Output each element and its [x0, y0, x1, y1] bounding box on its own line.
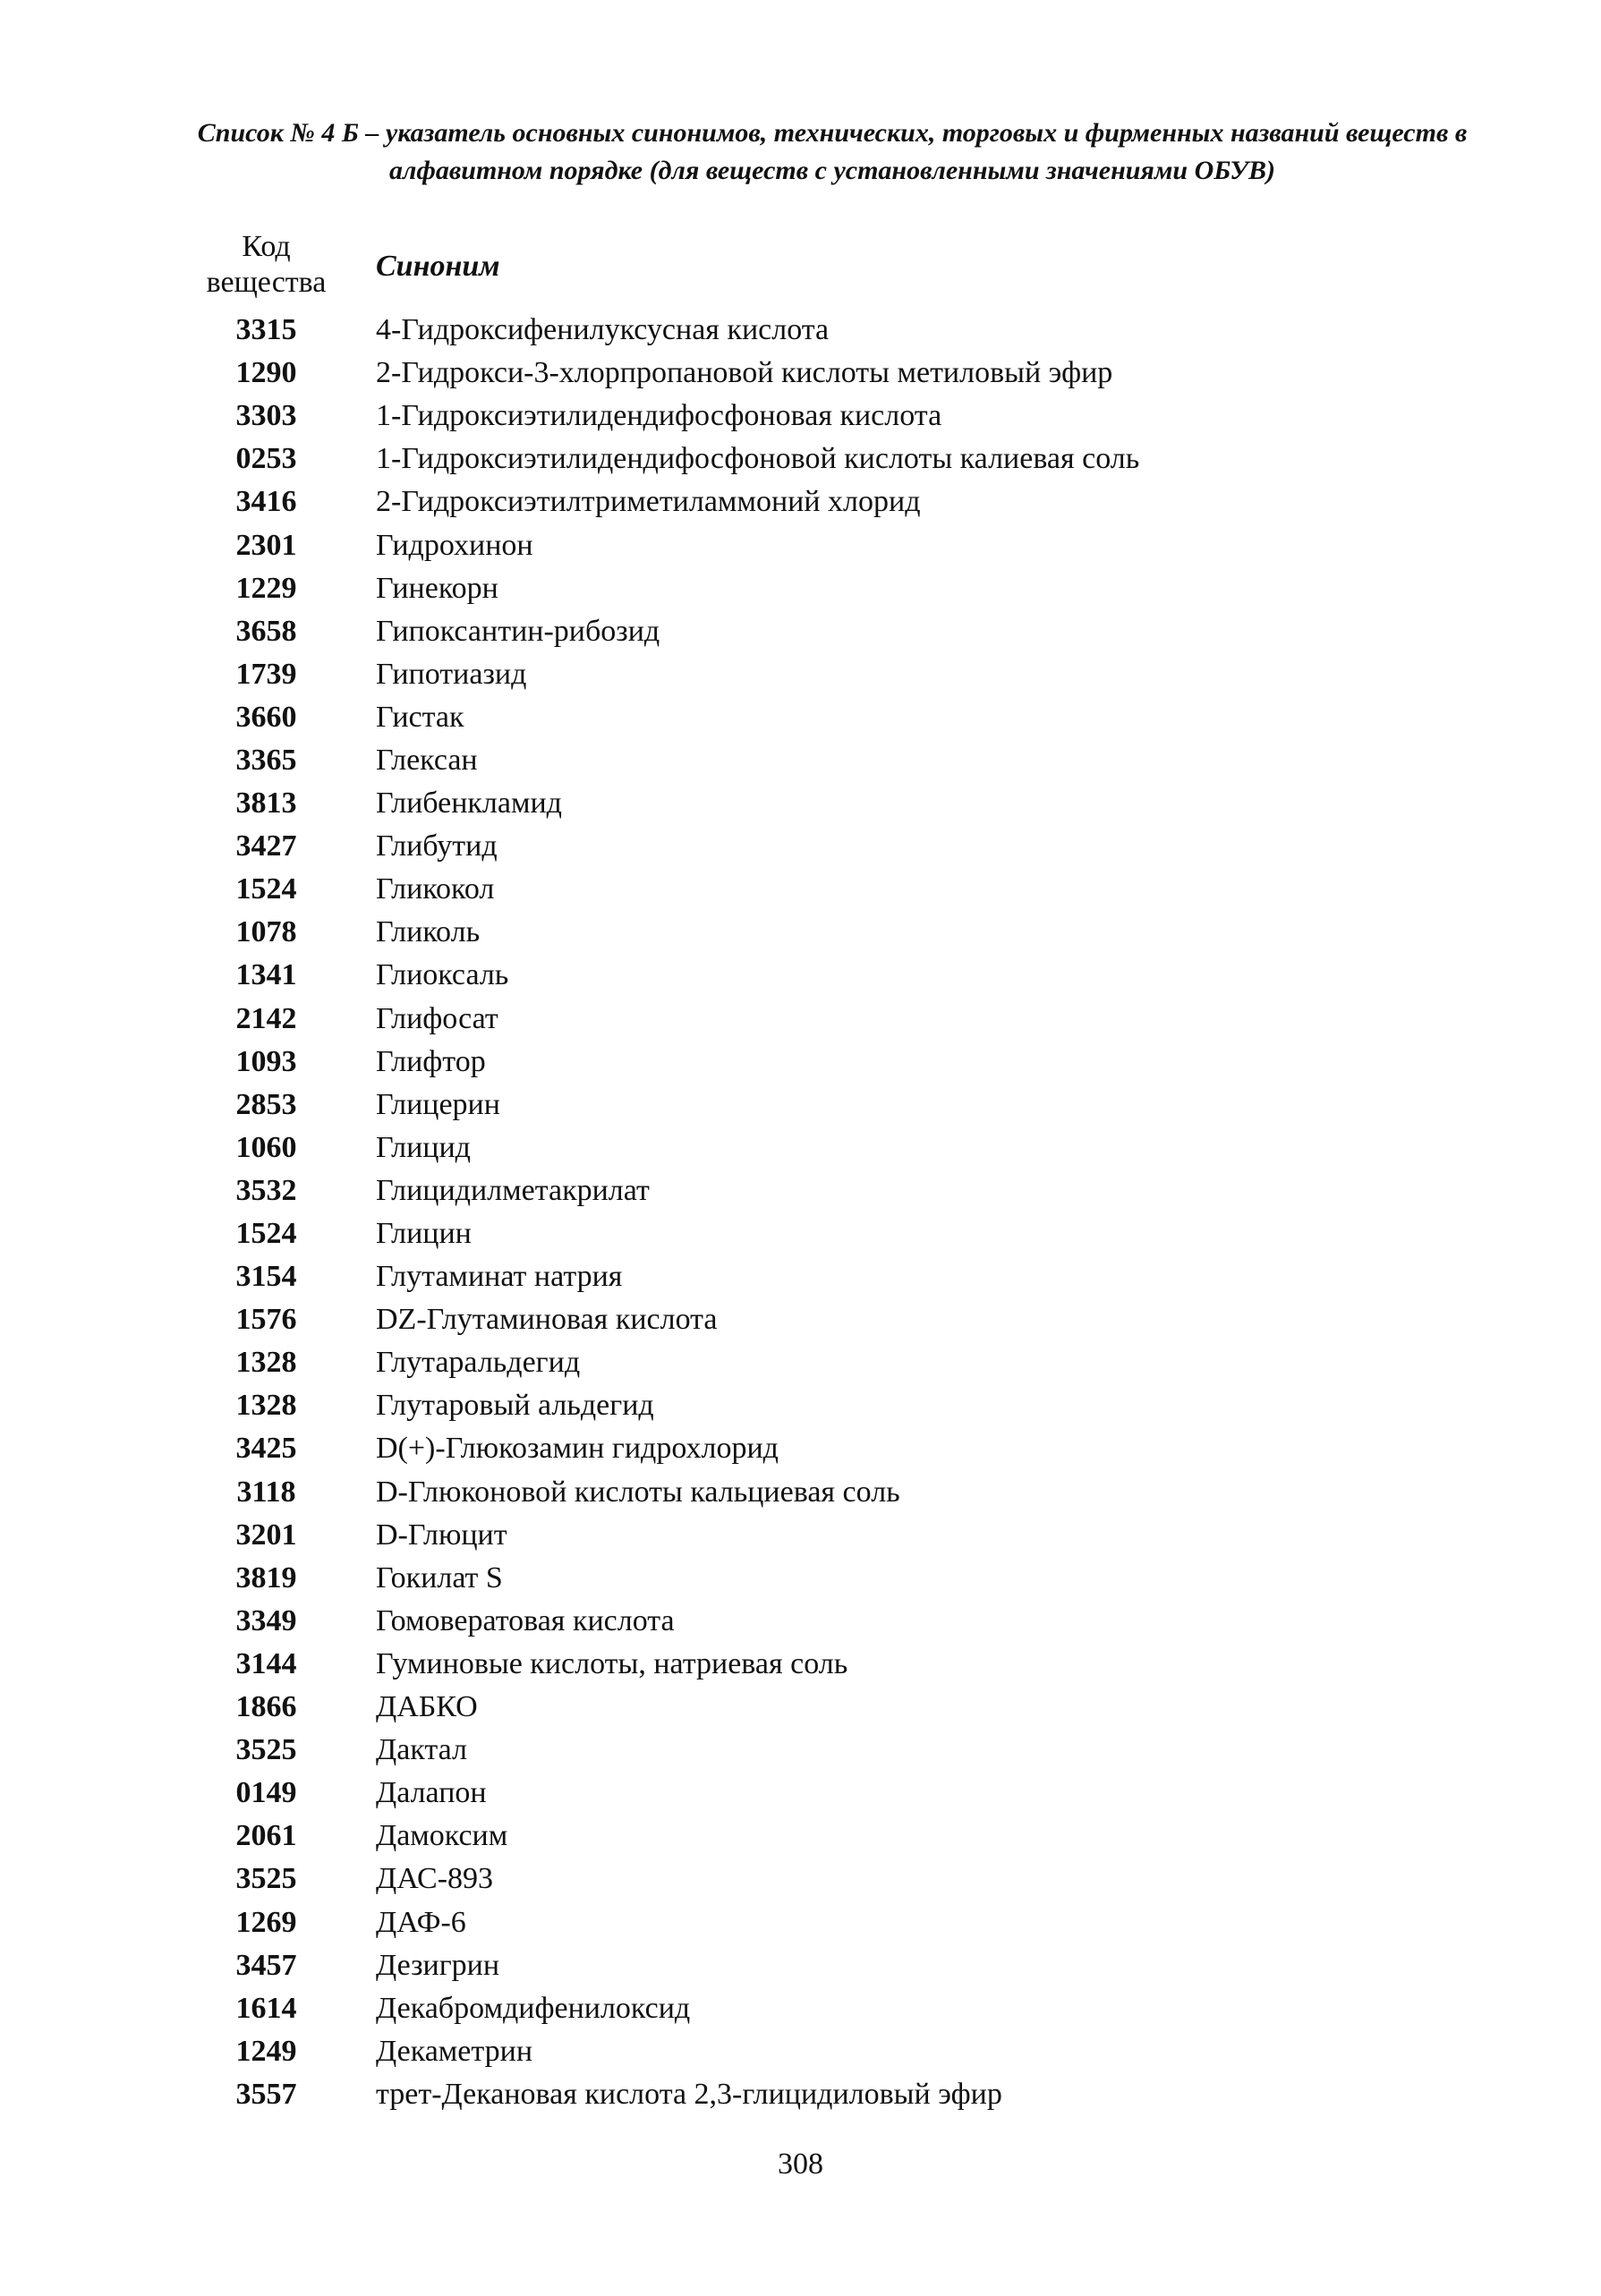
synonym-name: ДАС-893: [376, 1862, 494, 1896]
substance-code: 3557: [235, 2077, 297, 2111]
table-row: [188, 1212, 1486, 1255]
table-row: [188, 1901, 1486, 1943]
substance-code: 3819: [235, 1560, 297, 1594]
table-row: [188, 1729, 1486, 1772]
synonym-name: Гипотиазид: [376, 657, 527, 691]
synonym-name: Глицид: [376, 1130, 471, 1164]
synonym-name: Гипоксантин-рибозид: [376, 614, 660, 648]
substance-code: 3144: [235, 1646, 297, 1680]
table-row: [188, 1255, 1486, 1298]
synonym-name: 1-Гидроксиэтилидендифосфоновая кислота: [376, 399, 942, 433]
substance-code: 3427: [235, 829, 297, 863]
code-header-line-1: Код: [242, 230, 291, 263]
table-row: [188, 1815, 1486, 1858]
synonym-name: Глицерин: [376, 1087, 500, 1121]
table-row: [188, 480, 1486, 523]
substance-code: 1093: [235, 1044, 297, 1078]
table-row: [188, 2073, 1486, 2116]
table-row: [188, 739, 1486, 782]
synonym-name: Глиоксаль: [376, 958, 509, 992]
synonym-name: Глутаральдегид: [376, 1346, 581, 1380]
table-row: [188, 825, 1486, 868]
synonym-name: Декабромдифенилоксид: [376, 1991, 691, 2025]
synonym-name: Глицидилметакрилат: [376, 1173, 650, 1207]
synonym-name: Гокилат S: [376, 1560, 503, 1594]
substance-code: 3349: [235, 1603, 297, 1637]
document-title-line-1: Список № 4 Б – указатель основных синонимов, технических, торговых и фирменных названий веществ в: [197, 118, 1468, 148]
table-row: [188, 567, 1486, 610]
synonym-name: Глутаминат натрия: [376, 1260, 623, 1294]
substance-code: 3425: [235, 1432, 297, 1466]
table-row: [188, 352, 1486, 395]
substance-code: 3303: [235, 399, 297, 433]
synonym-name: Гликокол: [376, 872, 495, 906]
synonym-name: 1-Гидроксиэтилидендифосфоновой кислоты калиевая соль: [376, 442, 1140, 476]
substance-code: 3813: [235, 787, 297, 821]
synonym-name: Дезигрин: [376, 1948, 500, 1982]
substance-code: 1328: [235, 1389, 297, 1423]
substance-code: 3660: [235, 700, 297, 734]
substance-code: 1269: [235, 1905, 297, 1939]
synonym-name: Дактал: [376, 1733, 467, 1767]
substance-code: 1060: [235, 1130, 297, 1164]
substance-code: 3365: [235, 743, 297, 777]
synonym-name: ДАФ-6: [376, 1905, 466, 1939]
table-row: [188, 1169, 1486, 1212]
table-row: [188, 653, 1486, 696]
synonym-name: трет-Декановая кислота 2,3-глицидиловый эфир: [376, 2077, 1002, 2111]
synonym-name: D-Глюцит: [376, 1518, 507, 1552]
table-row: [188, 1514, 1486, 1557]
synonym-name: Глифосат: [376, 1001, 498, 1035]
synonym-name: Декаметрин: [376, 2034, 533, 2068]
synonym-name: D-Глюконовой кислоты кальциевая соль: [376, 1475, 900, 1509]
synonym-name: Глутаровый альдегид: [376, 1389, 654, 1423]
synonym-name: D(+)-Глюкозамин гидрохлорид: [376, 1432, 779, 1466]
synonym-name: Глексан: [376, 743, 478, 777]
synonym-name: 2-Гидрокси-3-хлорпропановой кислоты метиловый эфир: [376, 356, 1113, 390]
substance-code: 2061: [235, 1819, 297, 1853]
table-row: [188, 1298, 1486, 1341]
substance-code: 3457: [235, 1948, 297, 1982]
synonym-name: Глифтор: [376, 1044, 486, 1078]
substance-code: 1290: [235, 356, 297, 390]
substance-code: 3416: [235, 485, 297, 519]
synonym-name: Глибенкламид: [376, 787, 562, 821]
table-row: [188, 523, 1486, 566]
substance-code: 3315: [235, 313, 297, 347]
table-row: [188, 868, 1486, 911]
table-row: [188, 395, 1486, 438]
synonym-name: DZ-Глутаминовая кислота: [376, 1303, 718, 1337]
substance-code: 0253: [235, 442, 297, 476]
synonym-name: Гистак: [376, 700, 464, 734]
table-row: [188, 610, 1486, 653]
substance-code: 1524: [235, 872, 297, 906]
table-row: [188, 2030, 1486, 2073]
document-title-line-2: алфавитном порядке (для веществ с установленными значениями ОБУВ): [388, 156, 1275, 185]
substance-code: 3532: [235, 1173, 297, 1207]
substance-code: 3154: [235, 1260, 297, 1294]
substance-code: 1341: [235, 958, 297, 992]
code-header-line-2: вещества: [206, 266, 327, 299]
synonym-name: 2-Гидроксиэтилтриметиламмоний хлорид: [376, 485, 921, 519]
document-title: [134, 115, 1530, 190]
substance-code: 2301: [235, 528, 297, 562]
substance-code: 3658: [235, 614, 297, 648]
table-row: [188, 782, 1486, 825]
substance-code: 1524: [235, 1217, 297, 1251]
table-row: [188, 1600, 1486, 1643]
table-row: [188, 998, 1486, 1041]
synonym-name: 4-Гидроксифенилуксусная кислота: [376, 313, 830, 347]
substance-code: 3525: [235, 1862, 297, 1896]
table-row: [188, 438, 1486, 480]
substance-code: 3118: [236, 1475, 296, 1509]
substance-code: 2142: [235, 1001, 297, 1035]
substance-code: 1866: [235, 1690, 297, 1724]
synonym-name: ДАБКО: [376, 1690, 478, 1724]
substance-code: 0149: [235, 1776, 297, 1810]
table-row: [188, 1427, 1486, 1470]
synonym-name: Гликоль: [376, 915, 481, 949]
synonym-name: Глицин: [376, 1217, 472, 1251]
synonym-column-header: Синоним: [376, 250, 500, 283]
table-row: [188, 1858, 1486, 1901]
table-row: [188, 954, 1486, 997]
substance-code: 1328: [235, 1346, 297, 1380]
code-column-header: [188, 229, 345, 301]
table-row: [188, 1987, 1486, 2030]
substance-code: 1078: [235, 915, 297, 949]
synonym-name: Гомовератовая кислота: [376, 1603, 675, 1637]
synonym-name: Дамоксим: [376, 1819, 508, 1853]
table-row: [188, 1772, 1486, 1815]
table-row: [188, 1471, 1486, 1514]
synonym-name: Гуминовые кислоты, натриевая соль: [376, 1646, 848, 1680]
substance-code: 1249: [235, 2034, 297, 2068]
substance-code: 1576: [235, 1303, 297, 1337]
substance-code: 3525: [235, 1733, 297, 1767]
table-row: [188, 696, 1486, 739]
table-row: [188, 1384, 1486, 1427]
table-row: [188, 309, 1486, 352]
substance-code: 1229: [235, 571, 297, 605]
synonym-name: Далапон: [376, 1776, 487, 1810]
table-row: [188, 1557, 1486, 1600]
page-number: 308: [778, 2147, 823, 2181]
table-row: [188, 1686, 1486, 1729]
synonym-name: Гидрохинон: [376, 528, 533, 562]
substance-code: 1614: [235, 1991, 297, 2025]
synonym-name: Гинекорн: [376, 571, 498, 605]
substance-code: 3201: [235, 1518, 297, 1552]
table-row: [188, 1041, 1486, 1084]
table-row: [188, 1944, 1486, 1987]
synonym-name: Глибутид: [376, 829, 498, 863]
table-row: [188, 911, 1486, 954]
table-row: [188, 1127, 1486, 1169]
substance-code: 1739: [235, 657, 297, 691]
substance-code: 2853: [235, 1087, 297, 1121]
table-row: [188, 1643, 1486, 1686]
synonym-table: [188, 309, 1486, 2116]
table-row: [188, 1341, 1486, 1384]
table-row: [188, 1084, 1486, 1127]
